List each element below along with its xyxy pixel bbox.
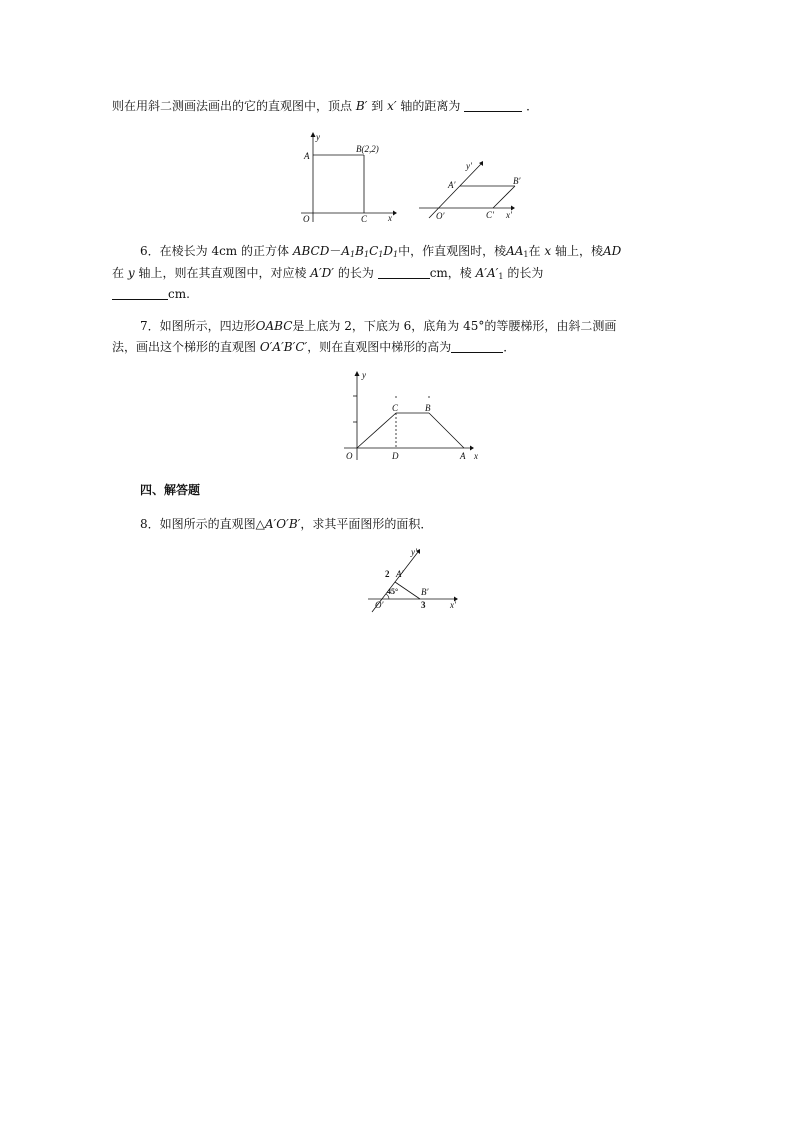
point-c-prime-label: C′ xyxy=(486,210,494,220)
point-a-label: A xyxy=(460,451,466,461)
point-o-prime-label: O′ xyxy=(436,211,445,221)
q6-number: 6． xyxy=(140,244,160,258)
q6-line2-d: 的长为 xyxy=(507,266,544,280)
q7-text-1: 如图所示，四边形 xyxy=(159,319,256,333)
length-label-2: 2 xyxy=(385,569,390,579)
angle-label: 45° xyxy=(387,587,399,596)
point-b-prime-label: B′ xyxy=(421,587,429,597)
q7-quad-name: OABC xyxy=(255,319,293,333)
q5-period: ． xyxy=(526,99,539,113)
q5-line xyxy=(112,98,538,114)
answer-blank[interactable] xyxy=(112,287,168,300)
q6-cube-name: ABCD xyxy=(292,244,330,258)
length-label-3: 3 xyxy=(421,600,426,610)
axis-x-label: x xyxy=(474,451,478,461)
q6-line-1: 6．在棱长为 4cm 的正方体 $ABCD-A_1B_1C_1D_1$中，作直观图时，棱$AA_1$在 x 轴上，棱AD xyxy=(140,244,622,259)
axis-x-label: x xyxy=(388,213,392,223)
answer-blank[interactable] xyxy=(451,340,503,353)
q6-text-1: 在棱长为 4cm 的正方体 xyxy=(159,244,290,258)
q6-line2-c: 的长为 xyxy=(334,266,374,280)
q5-text-tail: 轴的距离为 xyxy=(400,99,461,113)
q7-line-2 xyxy=(112,339,515,355)
figure-square xyxy=(295,130,405,225)
point-a-label: A xyxy=(304,151,310,161)
q5-axis-x: x′ xyxy=(387,99,397,113)
q7-line2-b: ，则在直观图中梯形的高为 xyxy=(307,340,452,354)
q6-line2-b: 轴上，则在其直观图中，对应棱 xyxy=(134,266,307,280)
answer-blank[interactable] xyxy=(464,99,522,112)
q7-line2-a: 法，画出这个梯形的直观图 xyxy=(112,340,257,354)
q6-unit-1: cm，棱 xyxy=(429,266,472,280)
q8-triangle-name: A′O′B′ xyxy=(264,517,301,531)
point-a-prime-label: A′ xyxy=(448,180,456,190)
answer-blank[interactable] xyxy=(378,266,430,279)
q6-dash: － xyxy=(329,244,342,258)
axis-x-prime-label: x′ xyxy=(450,600,456,610)
q8-number: 8． xyxy=(140,517,160,531)
q6-line-2: 在 y 轴上，则在其直观图中，对应棱 A′D′ 的长为 cm，棱 $A'A'_1$ 的长为 xyxy=(112,266,544,281)
q7-period: ． xyxy=(503,340,516,354)
axis-y-label: y xyxy=(362,370,366,380)
q6-edge-a-d-prime: A′D′ xyxy=(310,266,335,280)
point-c-label: C xyxy=(361,214,368,224)
q8-text-1: 如图所示的直观图△ xyxy=(159,517,265,531)
q6-text-3: 中，作直观图时，棱 xyxy=(398,244,507,258)
section-heading: 四、解答题 xyxy=(140,483,201,497)
q8-line xyxy=(140,516,432,532)
axis-y-prime-label: y′ xyxy=(411,547,417,557)
figure-oblique-triangle xyxy=(362,544,472,614)
q6-edge-a-a-prime: A′A′ xyxy=(475,266,499,280)
point-c-label: C xyxy=(392,403,399,413)
q5-text: 则在用斜二测画法画出的它的直观图中，顶点 xyxy=(112,99,353,113)
figure-trapezoid xyxy=(340,368,485,463)
q6-edge-ad: AD xyxy=(602,244,622,258)
point-o-label: O xyxy=(346,451,353,461)
q6-y-axis: y xyxy=(127,266,135,280)
q7-text-2: 是上底为 2，下底为 6，底角为 45°的等腰梯形，由斜二测画 xyxy=(292,319,617,333)
q6-text-5: 轴上，棱 xyxy=(554,244,603,258)
q5-vertex-b: B′ xyxy=(355,99,368,113)
point-b-label: B(2,2) xyxy=(356,144,379,154)
point-b-label: B xyxy=(425,403,431,413)
point-o-label: O xyxy=(303,214,310,224)
q6-cube-top: $A_1B_1C_1D_1$ xyxy=(341,244,399,259)
point-o-prime-label: O′ xyxy=(375,600,384,610)
q6-text-4: 在 xyxy=(528,244,541,258)
q6-edge-aa: AA xyxy=(506,244,524,258)
axis-y-label: y xyxy=(316,132,320,142)
q8-text-2: ，求其平面图形的面积． xyxy=(300,517,433,531)
q7-number: 7． xyxy=(140,319,160,333)
axis-x-prime-label: x′ xyxy=(506,210,512,220)
point-d-label: D xyxy=(392,451,399,461)
figure-oblique-parallelogram xyxy=(415,155,525,225)
axis-y-prime-label: y′ xyxy=(466,161,472,171)
point-a-prime-label: A′ xyxy=(396,569,404,579)
q5-text-mid: 到 xyxy=(371,99,384,113)
point-b-prime-label: B′ xyxy=(513,176,521,186)
q6-unit-2: cm. xyxy=(168,287,190,301)
q7-line-1 xyxy=(140,318,616,334)
q6-x-axis: x xyxy=(544,244,552,258)
q6-line-3 xyxy=(112,286,190,302)
q7-trap-name: O′A′B′C′ xyxy=(259,340,308,354)
q6-line2-a: 在 xyxy=(112,266,125,280)
